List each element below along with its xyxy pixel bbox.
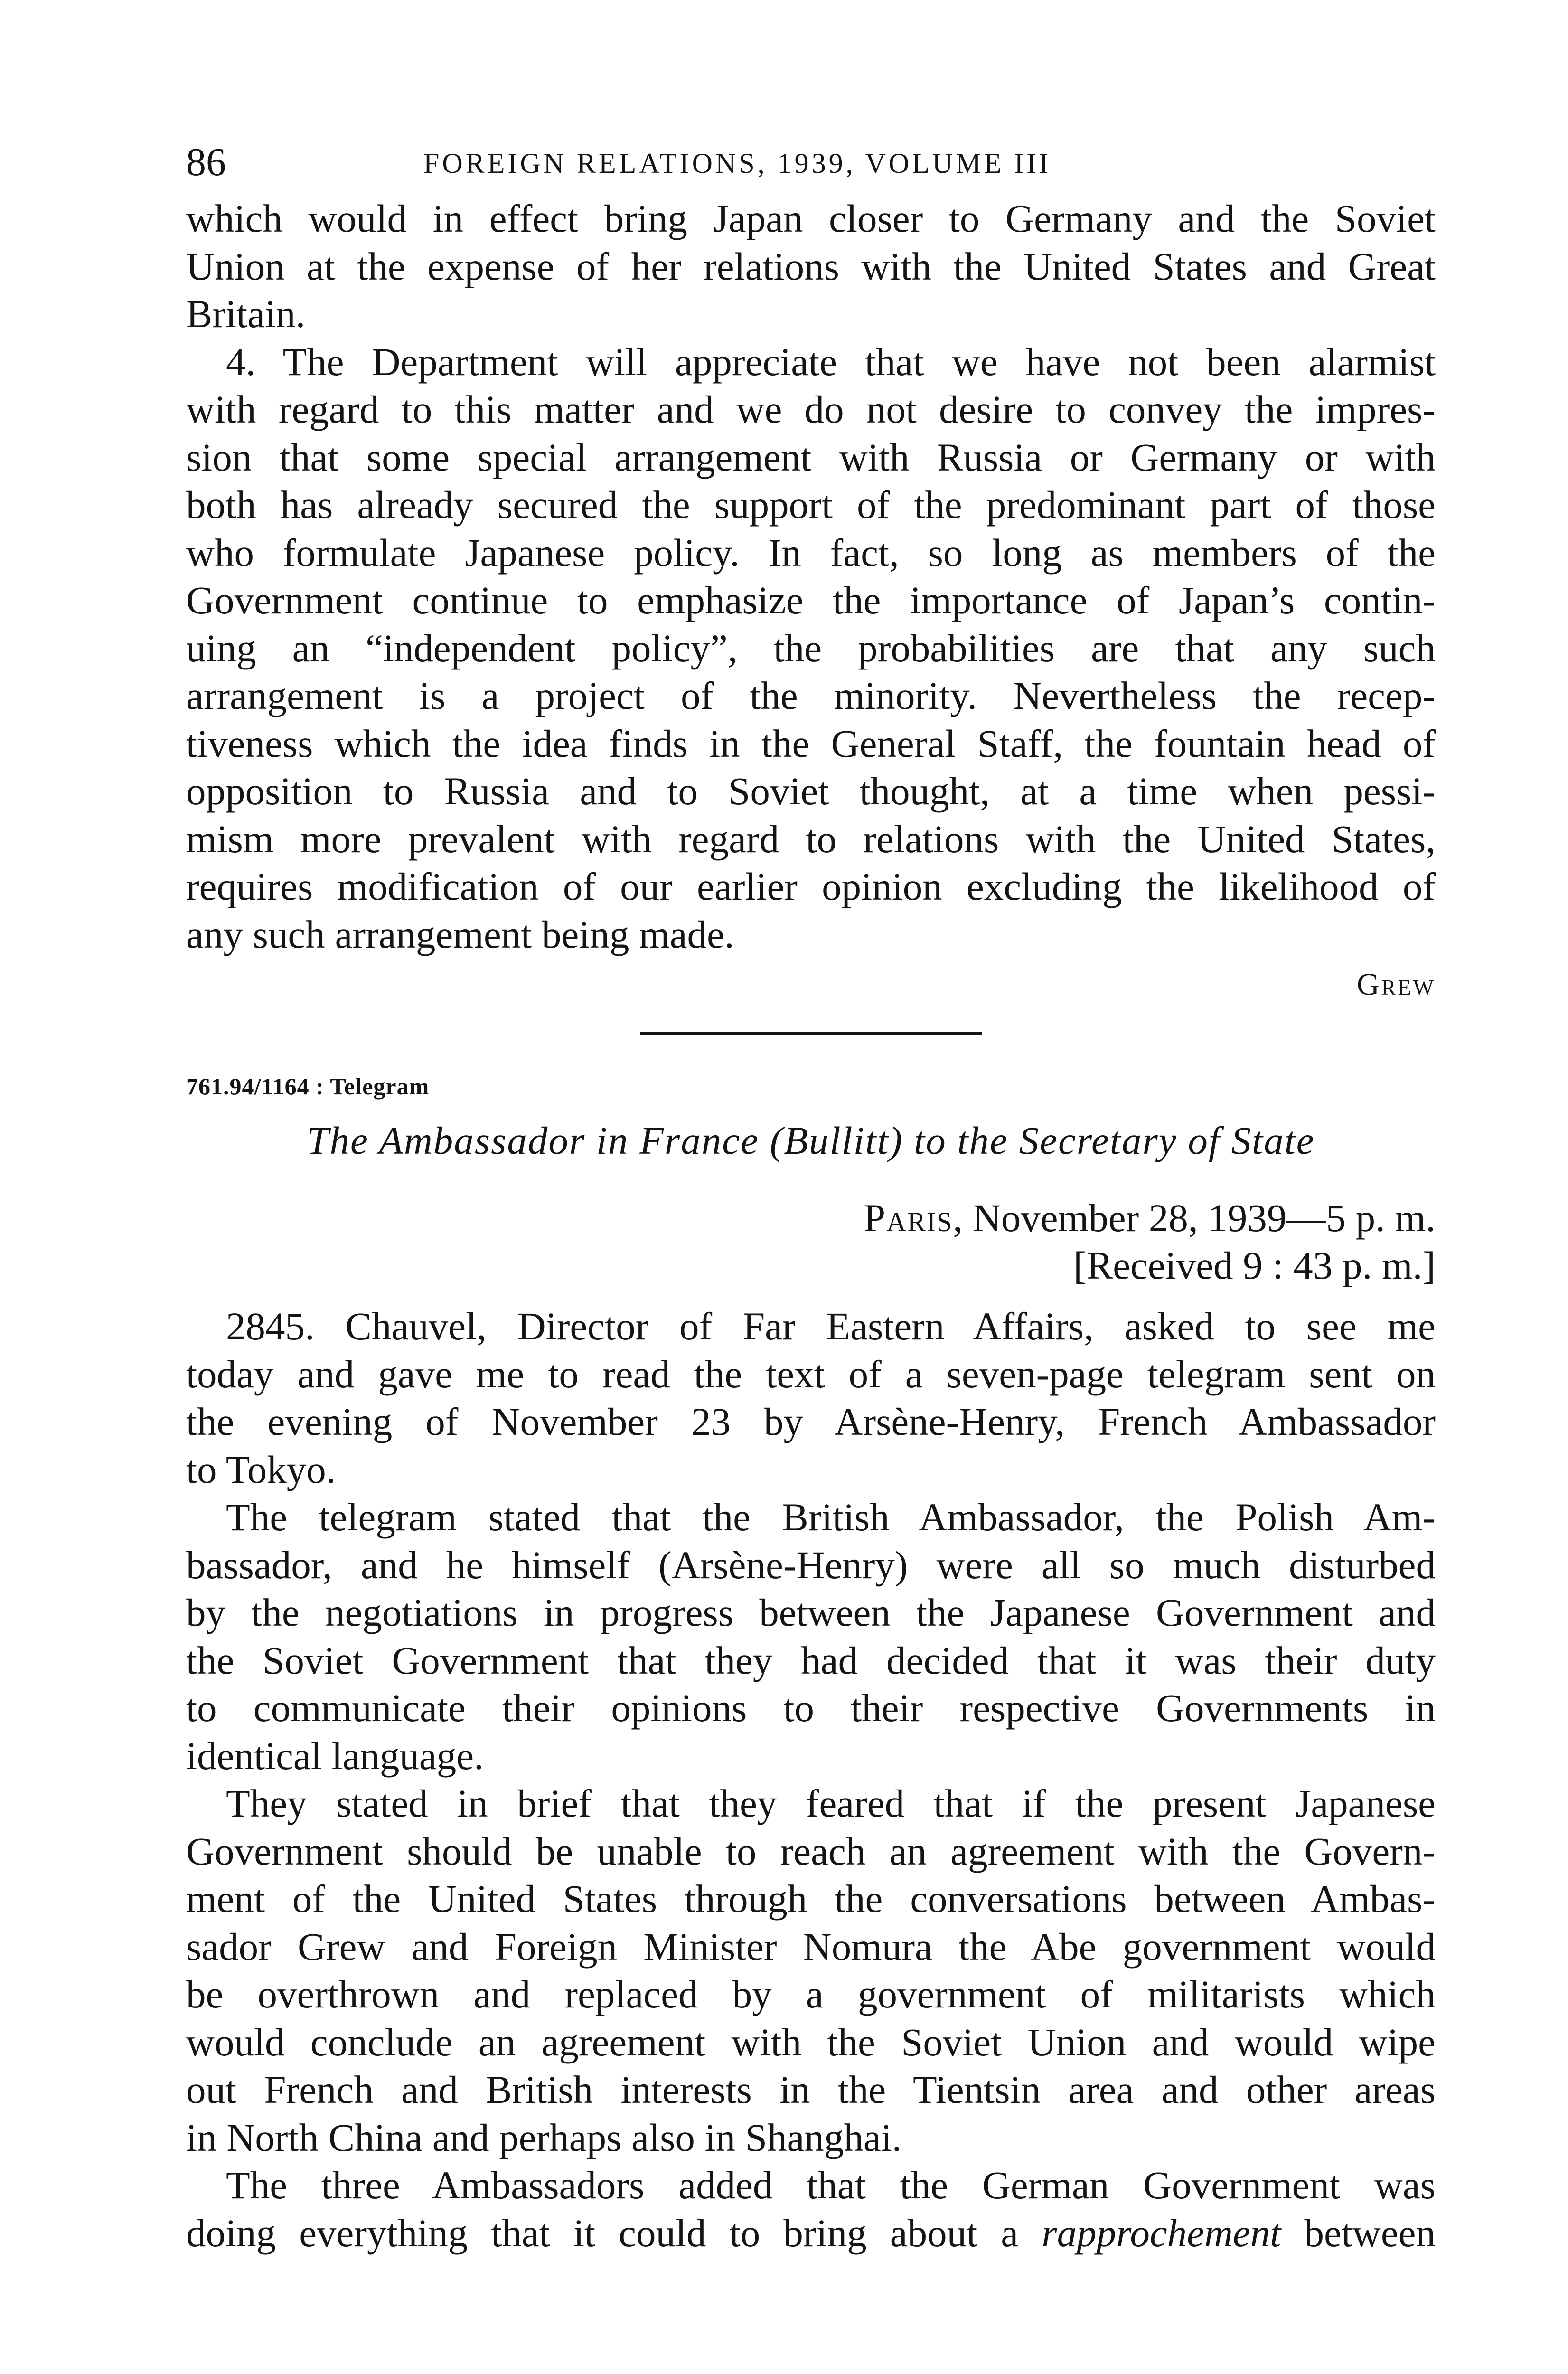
text-line: arrangement is a project of the minority. Nevertheless the recep-: [186, 674, 1436, 717]
document-page: [186, 142, 1436, 2257]
text-line: They stated in brief that they feared that if the present Japanese: [226, 1781, 1436, 1825]
text-line: requires modification of our earlier opinion excluding the likelihood of: [186, 865, 1436, 908]
text-line: which would in effect bring Japan closer to Germany and the Soviet: [186, 197, 1436, 240]
text-line: the evening of November 23 by Arsène-Henry, French Ambassador: [186, 1400, 1436, 1443]
text-line: 4. The Department will appreciate that we have not been alarmist: [226, 339, 1436, 384]
text-line: Union at the expense of her relations with the United States and Great: [186, 244, 1436, 288]
dateline-place: Paris: [864, 1196, 953, 1240]
file-reference: 761.94/1164 : Telegram: [186, 1073, 430, 1100]
text-line: the Soviet Government that they had decided that it was their duty: [186, 1638, 1436, 1682]
text-line: The telegram stated that the British Ambassador, the Polish Am-: [226, 1495, 1436, 1539]
text-line: would conclude an agreement with the Soviet Union and would wipe: [186, 2020, 1436, 2064]
text-line: 2845. Chauvel, Director of Far Eastern Affairs, asked to see me: [226, 1304, 1436, 1348]
text-line: identical language.: [186, 1733, 484, 1778]
text-line: in North China and perhaps also in Shanghai.: [186, 2115, 902, 2159]
text-line: Britain.: [186, 292, 306, 336]
paragraph-three-ambassadors: [186, 2161, 1436, 2257]
text-fragment: doing everything that it could to bring about a: [186, 2211, 1019, 2255]
paragraph-continuation: [186, 195, 1436, 338]
text-line: uing an “independent policy”, the probabilities are that any such: [186, 626, 1436, 670]
paragraph-item-4: [186, 338, 1436, 959]
text-line: to Tokyo.: [186, 1447, 336, 1491]
dateline-date: , November 28, 1939—5 p. m.: [953, 1196, 1436, 1240]
text-line: bassador, and he himself (Arsène-Henry) were all so much disturbed: [186, 1543, 1436, 1587]
signature-grew: Grew: [1357, 967, 1436, 1002]
page-number: 86: [186, 140, 226, 184]
text-fragment: between: [1304, 2211, 1436, 2255]
italic-term-rapprochement: rapprochement: [1042, 2211, 1281, 2255]
running-header: [186, 142, 1436, 195]
text-line: sador Grew and Foreign Minister Nomura the Abe government would: [186, 1924, 1436, 1969]
paragraph-2845: [186, 1302, 1436, 1493]
paragraph-feared: [186, 1780, 1436, 2161]
paragraph-telegram-stated: [186, 1493, 1436, 1780]
text-line: by the negotiations in progress between the Japanese Government and: [186, 1591, 1436, 1634]
running-title: FOREIGN RELATIONS, 1939, VOLUME III: [423, 148, 1052, 179]
text-line: tiveness which the idea finds in the General Staff, the fountain head of: [186, 721, 1436, 765]
text-line: Government should be unable to reach an agreement with the Govern-: [186, 1829, 1436, 1873]
text-line: out French and British interests in the Tientsin area and other areas: [186, 2068, 1436, 2111]
text-line: be overthrown and replaced by a government of militarists which: [186, 1972, 1436, 2016]
text-line: Government continue to emphasize the importance of Japan’s contin-: [186, 578, 1436, 622]
text-line: today and gave me to read the text of a seven-page telegram sent on: [186, 1352, 1436, 1396]
text-line: [186, 2209, 1436, 2257]
text-line: opposition to Russia and to Soviet thought, at a time when pessi-: [186, 769, 1436, 813]
text-line: any such arrangement being made.: [186, 912, 734, 956]
text-line: to communicate their opinions to their respective Governments in: [186, 1686, 1436, 1730]
text-line: with regard to this matter and we do not desire to convey the impres-: [186, 387, 1436, 431]
text-line: both has already secured the support of the predominant part of those: [186, 483, 1436, 527]
received-time: [Received 9 : 43 p. m.]: [1073, 1244, 1436, 1287]
text-line: who formulate Japanese policy. In fact, so long as members of the: [186, 530, 1436, 575]
text-line: mism more prevalent with regard to relations with the United States,: [186, 817, 1436, 861]
section-divider: [640, 1032, 982, 1035]
document-title: The Ambassador in France (Bullitt) to the Secretary of State: [307, 1119, 1315, 1162]
text-line: sion that some special arrangement with Russia or Germany or with: [186, 435, 1436, 479]
dateline: [186, 1194, 1436, 1242]
text-line: The three Ambassadors added that the German Government was: [226, 2163, 1436, 2207]
text-line: ment of the United States through the conversations between Ambas-: [186, 1877, 1436, 1921]
